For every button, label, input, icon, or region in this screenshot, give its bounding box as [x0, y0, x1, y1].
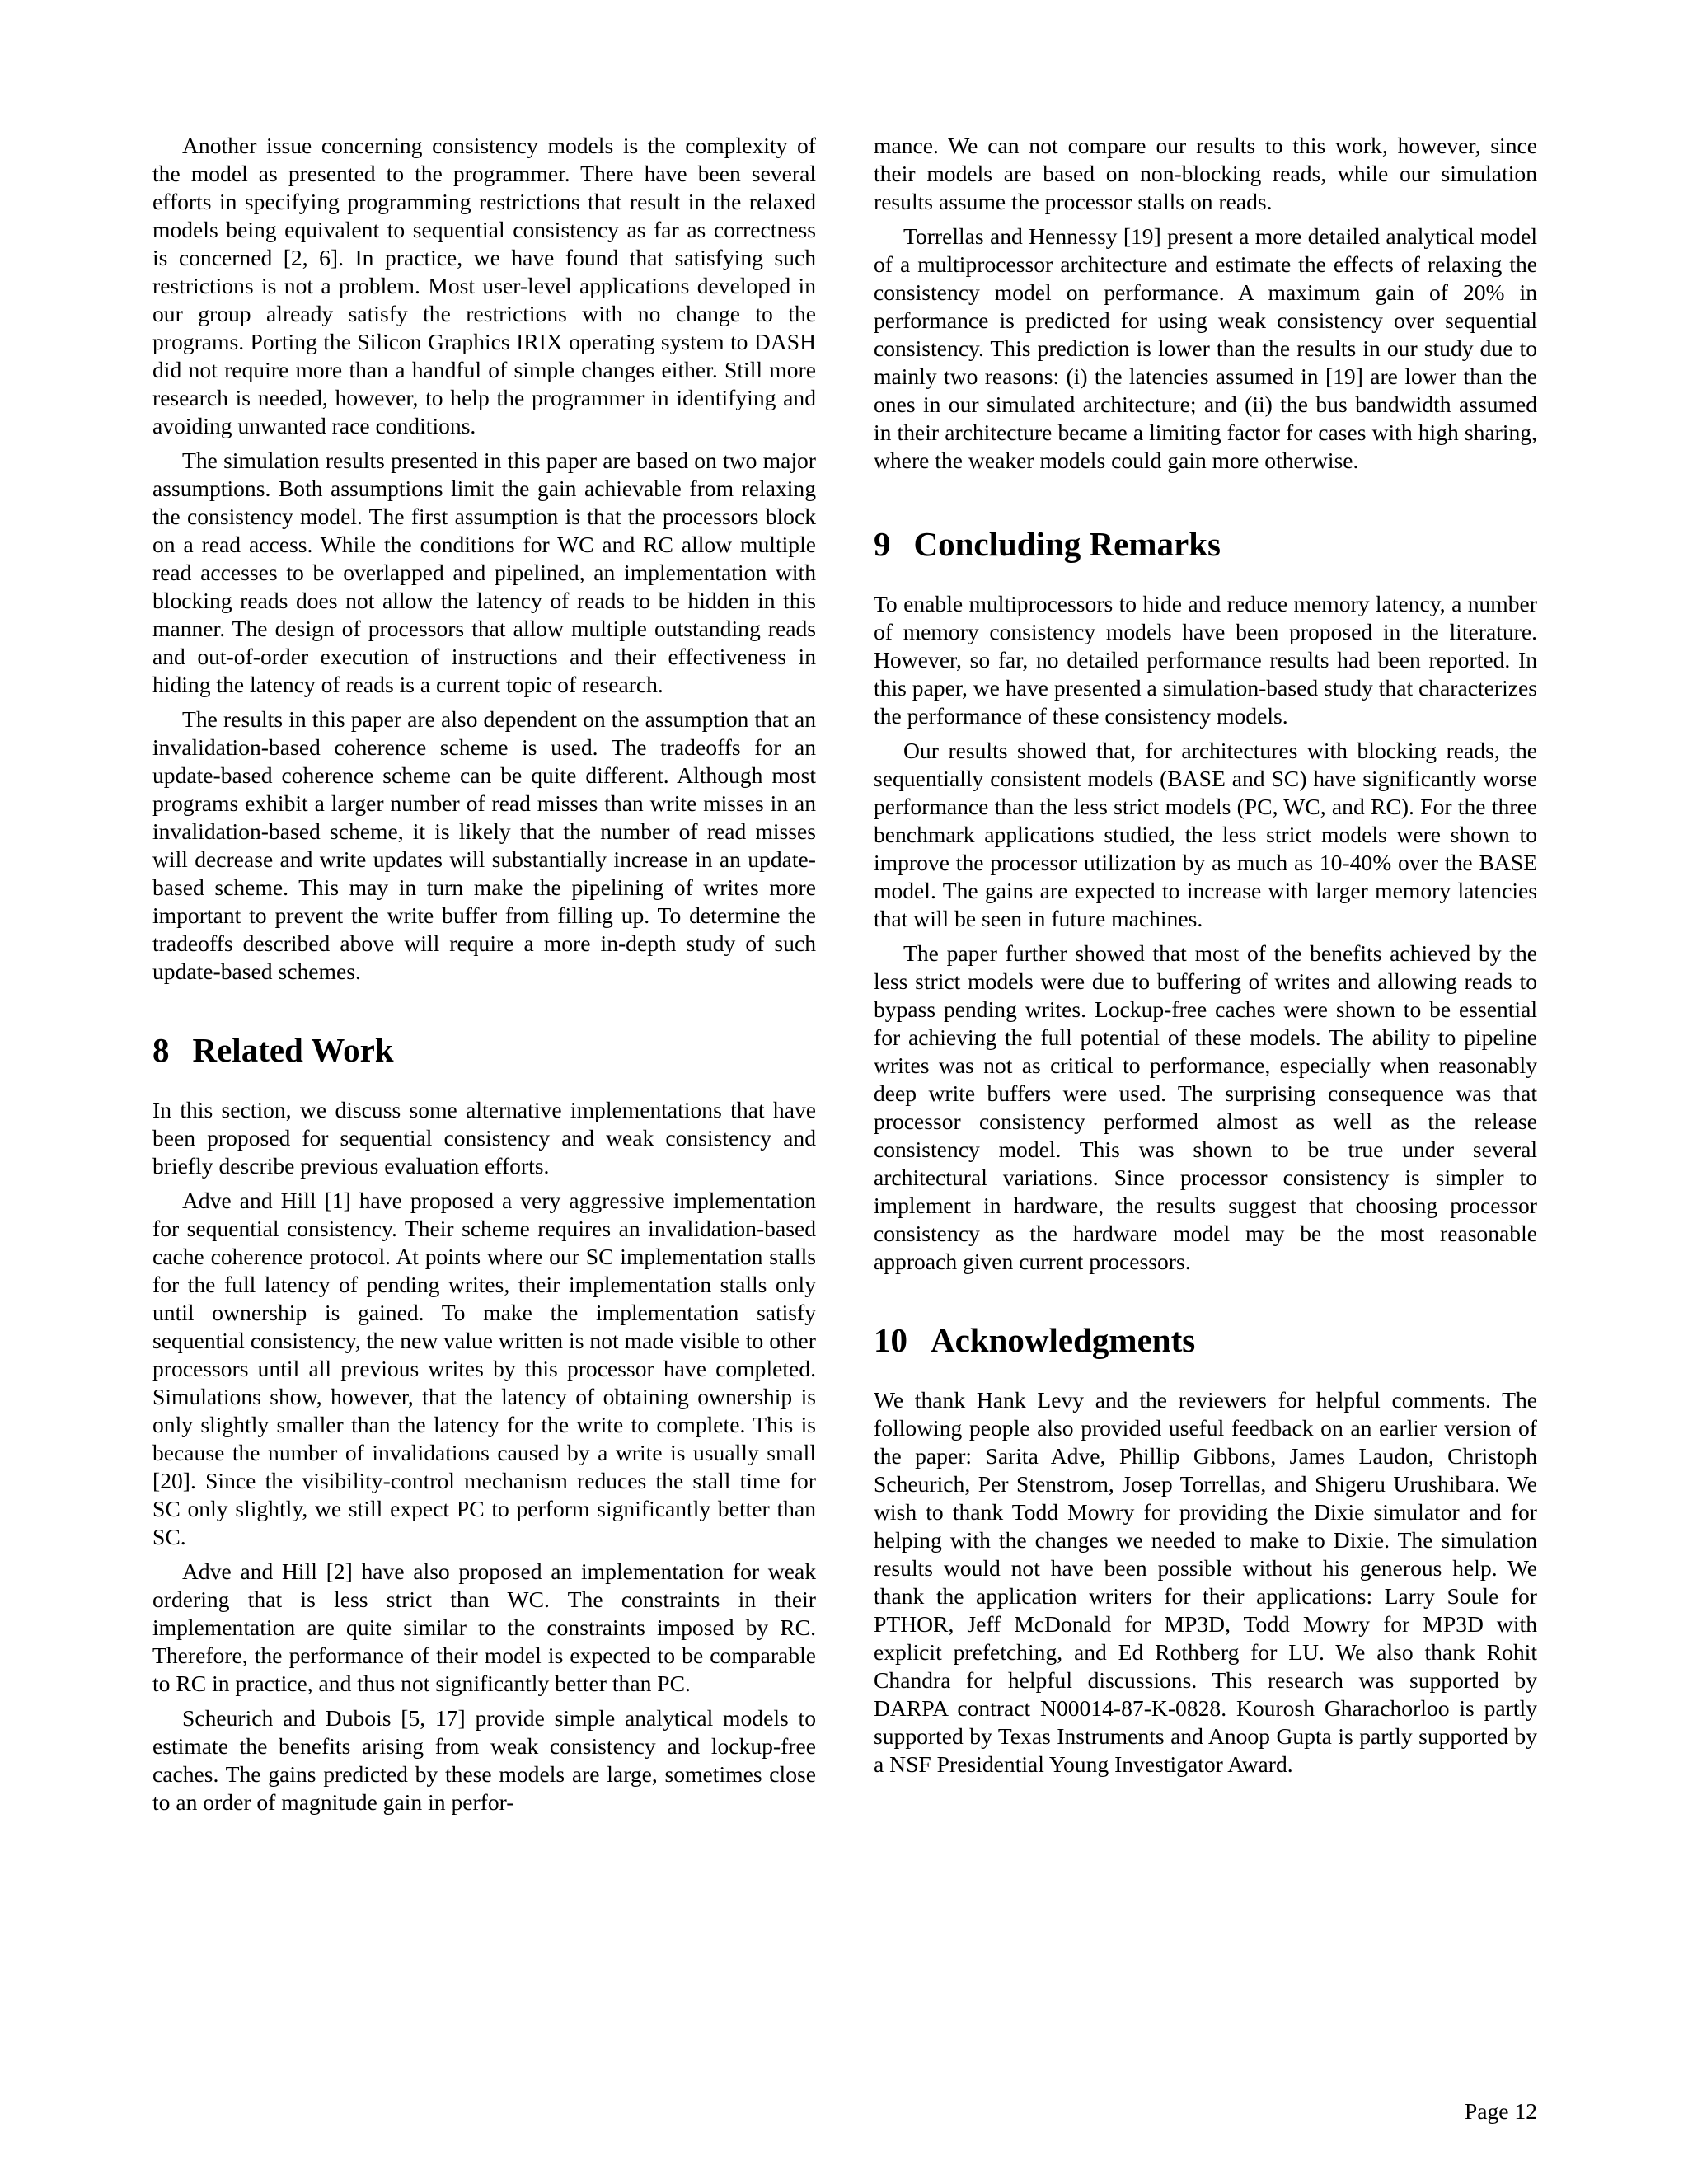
paragraph: Our results showed that, for architectures with blocking reads, the sequentially consistent models (BASE and SC) have significantly worse performance than the less strict models (PC, WC, and RC). For the three benchmark applications studied, the less strict models were shown to improve the processor utilization by as much as 10-40% over the BASE model. The gains are expected to increase with larger memory latencies that will be seen in future machines.: [874, 738, 1537, 931]
paragraph: Adve and Hill [2] have also proposed an implementation for weak ordering that is less strict than WC. The constraints in their implementation are quite similar to the constraints imposed by RC. Therefore, the performance of their model is expected to be comparable to RC in practice, and thus not significantly better than PC.: [152, 1558, 816, 1696]
section-number: 8: [152, 1031, 170, 1069]
section-number: 9: [874, 525, 891, 563]
right-column: [874, 132, 1537, 1785]
section-heading-related-work: [152, 1030, 816, 1070]
section-title: Concluding Remarks: [913, 525, 1221, 563]
paragraph: Scheurich and Dubois [5, 17] provide simple analytical models to estimate the benefits arising from weak consistency and lockup-free caches. The gains predicted by these models are large, sometimes close to an order of magnitude gain in perfor-: [152, 1705, 816, 1815]
section-heading-acknowledgments: [874, 1320, 1537, 1360]
page-number: Page 12: [1464, 2098, 1537, 2124]
paragraph: Another issue concerning consistency models is the complexity of the model as presented to the programmer. There have been several efforts in specifying programming restrictions that result in the relaxed models being equivalent to sequential consistency as far as correctness is concerned [2, 6]. In practice, we have found that satisfying such restrictions is not a problem. Most user-level applications developed in our group already satisfy the restrictions with no change to the programs. Porting the Silicon Graphics IRIX operating system to DASH did not require more than a handful of simple changes either. Still more research is needed, however, to help the programmer in identifying and avoiding unwanted race conditions.: [152, 133, 816, 438]
paragraph: To enable multiprocessors to hide and reduce memory latency, a number of memory consistency models have been proposed in the literature. However, so far, no detailed performance results had been reported. In this paper, we have presented a simulation-based study that characterizes the performance of these consistency models.: [874, 591, 1537, 729]
paragraph: The simulation results presented in this paper are based on two major assumptions. Both assumptions limit the gain achievable from relaxing the consistency model. The first assumption is that the processors block on a read access. While the conditions for WC and RC allow multiple read accesses to be overlapped and pipelined, an implementation with blocking reads does not allow the latency of reads to be hidden in this manner. The design of processors that allow multiple outstanding reads and out-of-order execution of instructions and their effectiveness in hiding the latency of reads is a current topic of research.: [152, 448, 816, 697]
paragraph: mance. We can not compare our results to this work, however, since their models are based on non-blocking reads, while our simulation results assume the processor stalls on reads.: [874, 133, 1537, 214]
paragraph: We thank Hank Levy and the reviewers for helpful comments. The following people also provided useful feedback on an earlier version of the paper: Sarita Adve, Phillip Gibbons, James Laudon, Christoph Scheurich, Per Stenstrom, Josep Torrellas, and Shigeru Urushibara. We wish to thank Todd Mowry for providing the Dixie simulator and for helping with the changes we needed to make to Dixie. The simulation results would not have been possible without his generous help. We thank the application writers for their applications: Larry Soule for PTHOR, Jeff McDonald for MP3D, Todd Mowry for MP3D with explicit prefetching, and Ed Rothberg for LU. We also thank Rohit Chandra for helpful discussions. This research was supported by DARPA contract N00014-87-K-0828. Kourosh Gharachorloo is partly supported by Texas Instruments and Anoop Gupta is partly supported by a NSF Presidential Young Investigator Award.: [874, 1387, 1537, 1777]
paragraph: Torrellas and Hennessy [19] present a more detailed analytical model of a multiprocessor architecture and estimate the effects of relaxing the consistency model on performance. A maximum gain of 20% in performance is predicted for using weak consistency over sequential consistency. This prediction is lower than the results in our study due to mainly two reasons: (i) the latencies assumed in [19] are lower than the ones in our simulated architecture; and (ii) the bus bandwidth assumed in their architecture became a limiting factor for cases with high sharing, where the weaker models could gain more otherwise.: [874, 223, 1537, 473]
section-heading-concluding-remarks: [874, 524, 1537, 564]
paragraph: The paper further showed that most of the benefits achieved by the less strict models were due to buffering of writes and allowing reads to bypass pending writes. Lockup-free caches were shown to be essential for achieving the full potential of these models. The ability to pipeline writes was not as critical to performance, especially when reasonably deep write buffers were used. The surprising consequence was that processor consistency performed almost as well as the release consistency model. This was shown to be true under several architectural variations. Since processor consistency is simpler to implement in hardware, the results suggest that choosing processor consistency as the hardware model may be the most reasonable approach given current processors.: [874, 940, 1537, 1274]
paragraph: In this section, we discuss some alternative implementations that have been proposed for sequential consistency and weak consistency and briefly describe previous evaluation efforts.: [152, 1097, 816, 1179]
section-number: 10: [874, 1321, 907, 1359]
paragraph: The results in this paper are also dependent on the assumption that an invalidation-based coherence scheme is used. The tradeoffs for an update-based coherence scheme can be quite different. Although most programs exhibit a larger number of read misses than write misses in an invalidation-based scheme, it is likely that the number of read misses will decrease and write updates will substantially increase in an update-based scheme. This may in turn make the pipelining of writes more important to prevent the write buffer from filling up. To determine the tradeoffs described above will require a more in-depth study of such update-based schemes.: [152, 706, 816, 984]
paragraph: Adve and Hill [1] have proposed a very aggressive implementation for sequential consistency. Their scheme requires an invalidation-based cache coherence protocol. At points where our SC implementation stalls for the full latency of pending writes, their implementation stalls only until ownership is gained. To make the implementation satisfy sequential consistency, the new value written is not made visible to other processors until all previous writes by this processor have completed. Simulations show, however, that the latency of obtaining ownership is only slightly smaller than the latency for the write to complete. This is because the number of invalidations caused by a write is usually small [20]. Since the visibility-control mechanism reduces the stall time for SC only slightly, we still expect PC to perform significantly better than SC.: [152, 1188, 816, 1549]
left-column: [152, 132, 816, 1823]
section-title: Acknowledgments: [931, 1321, 1196, 1359]
section-title: Related Work: [192, 1031, 394, 1069]
